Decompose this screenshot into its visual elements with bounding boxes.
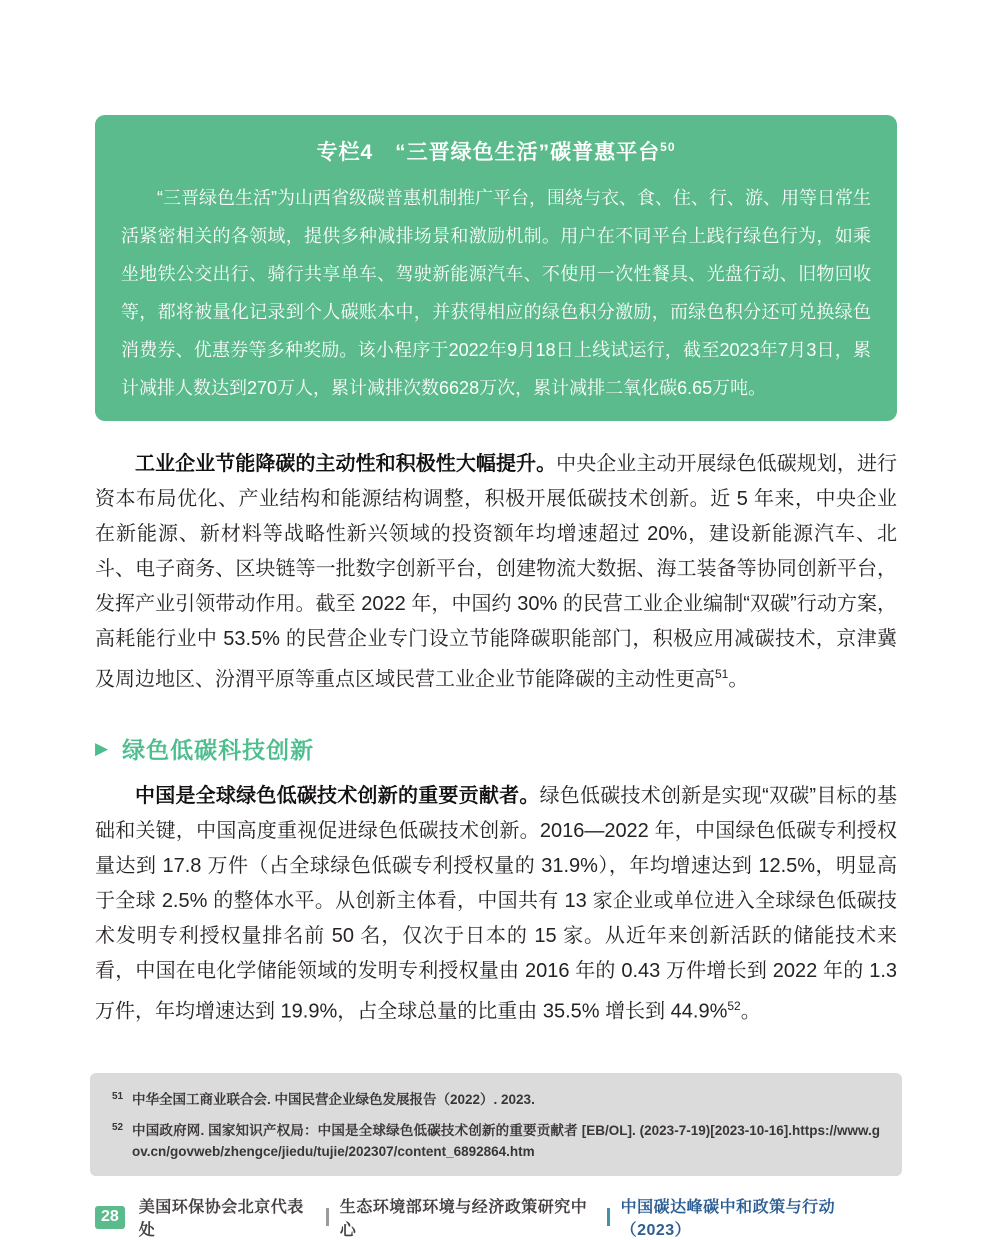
footnote-ref-50: 50 xyxy=(660,140,676,154)
footer-divider xyxy=(607,1208,610,1226)
feature-box-title-text: 专栏4 “三晋绿色生活”碳普惠平台 xyxy=(316,141,661,164)
footnote-number: 51 xyxy=(112,1091,124,1103)
feature-box-title xyxy=(121,131,871,169)
feature-box-body: “三晋绿色生活”为山西省级碳普惠机制推广平台，围绕与衣、食、住、行、游、用等日常生活紧密相关的各领域，提供多种减排场景和激励机制。用户在不同平台上践行绿色行为，如乘坐地铁公交出行、骑行共享单车、驾驶新能源汽车、不使用一次性餐具、光盘行动、旧物回收等，都将被量化记录到个人碳账本中，并获得相应的绿色积分激励，而绿色积分还可兑换绿色消费券、优惠券等多种奖励。该小程序于2022年9月18日上线试运行，截至2023年7月3日，累计减排人数达到270万人，累计减排次数6628万次，累计减排二氧化碳6.65万吨。 xyxy=(121,188,871,398)
footer-org-2: 生态环境部环境与经济政策研究中心 xyxy=(339,1199,588,1240)
paragraph-body-text: 中央企业主动开展绿色低碳规划，进行资本布局优化、产业结构和能源结构调整，积极开展低碳技术创新。近 5 年来，中央企业在新能源、新材料等战略性新兴领域的投资额年均增速超过 20%，建设新能源汽车、北斗、电子商务、区块链等一批数字创新平台，创建物流大数据、海工装备等协同创新平台，发挥产业引领带动作用。截至 2022 年，中国约 30% 的民营工业企业编制“双碳”行动方案，高耗能行业中 53.5% 的民营企业专门设立节能降碳职能部门，积极应用减碳技术，京津冀及周边地区、汾渭平原等重点区域民营工业企业节能降碳的主动性更高 xyxy=(95,453,898,691)
paragraph-body-text: 绿色低碳技术创新是实现“双碳”目标的基础和关键，中国高度重视促进绿色低碳技术创新。2016—2022 年，中国绿色低碳专利授权量达到 17.8 万件（占全球绿色低碳专利授权量的 31.9%），年均增速达到 12.5%，明显高于全球 2.5% 的整体水平。从创新主体看，中国共有 13 家企业或单位进入全球绿色低碳技术发明专利授权量排名前 50 名，仅次于日本的 15 家。从近年来创新活跃的储能技术来看，中国在电化学储能领域的发明专利授权量由 2016 年的 0.43 万件增长到 2022 年的 1.3 万件，年均增速达到 19.9%，占全球总量的比重由 35.5% 增长到 44.9% xyxy=(95,784,898,1023)
page-number-badge: 28 xyxy=(95,1206,125,1229)
footer-divider xyxy=(326,1208,329,1226)
triangle-marker-icon: ▶ xyxy=(95,738,109,758)
section-title: 绿色低碳科技创新 xyxy=(122,736,315,763)
paragraph-lead-bold: 工业企业节能降碳的主动性和积极性大幅提升。 xyxy=(135,453,557,475)
section-heading xyxy=(95,732,897,765)
footnote-ref-52: 52 xyxy=(727,998,741,1013)
footer-report-title: 中国碳达峰碳中和政策与行动（2023） xyxy=(620,1199,836,1240)
footnote-text: 中华全国工商业联合会. 中国民营企业绿色发展报告（2022）. 2023. xyxy=(132,1092,535,1108)
footer-org-1: 美国环保协会北京代表处 xyxy=(138,1199,304,1240)
page-footer xyxy=(95,1194,897,1240)
paragraph-industry-enterprises xyxy=(95,447,897,698)
footnote-ref-51: 51 xyxy=(715,667,729,681)
footnotes-panel xyxy=(90,1073,902,1176)
footnote-51 xyxy=(112,1089,880,1110)
paragraph-lead-bold: 中国是全球绿色低碳技术创新的重要贡献者。 xyxy=(135,784,540,807)
paragraph-tail: 。 xyxy=(740,1000,761,1023)
footnote-text: 中国政府网. 国家知识产权局：中国是全球绿色低碳技术创新的重要贡献者 [EB/OL]. (2023-7-19)[2023-10-16].https://www.gov.cn/govweb/zhengce/jiedu/tujie/202307/content_6892864.htm xyxy=(132,1123,880,1160)
feature-box xyxy=(95,115,897,421)
paragraph-tail: 。 xyxy=(728,668,749,691)
paragraph-green-tech-innovation xyxy=(95,779,897,1030)
footnote-number: 52 xyxy=(112,1122,124,1134)
footnote-52 xyxy=(112,1120,880,1162)
